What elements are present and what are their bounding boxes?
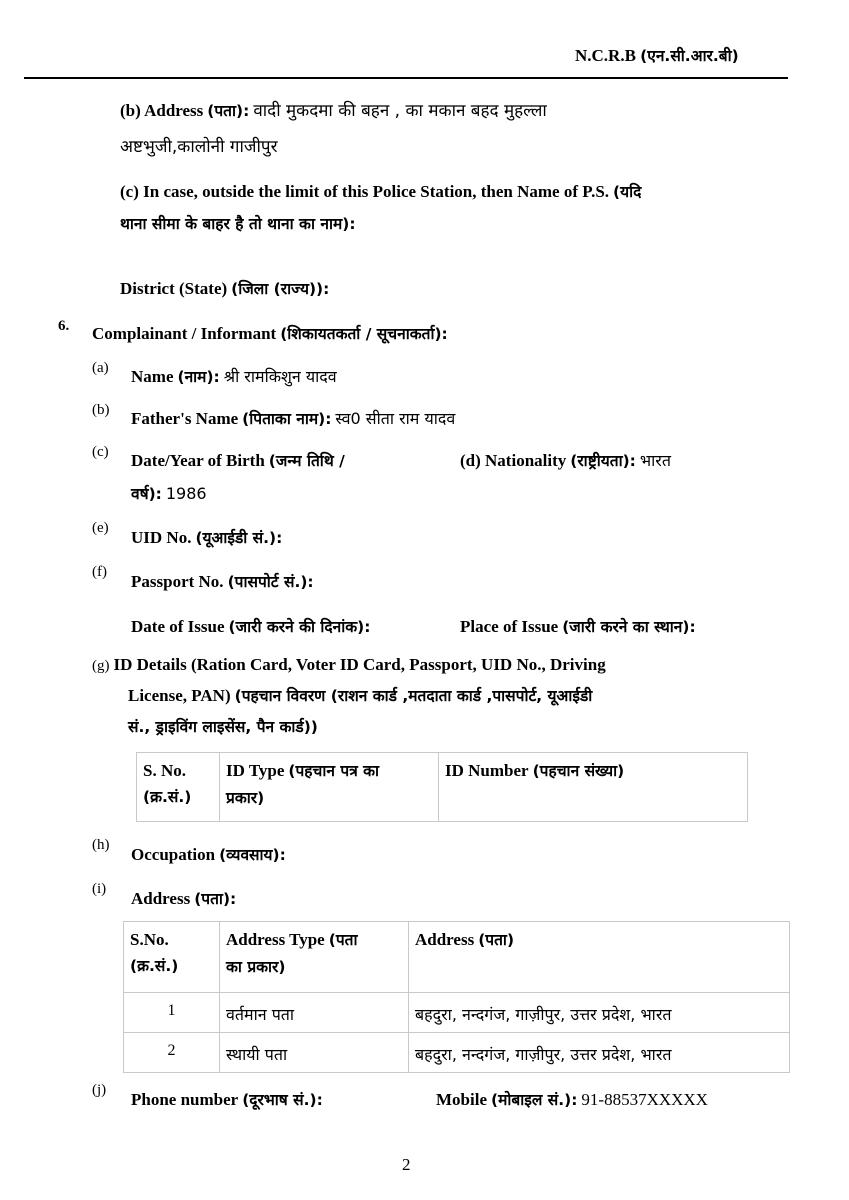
header-rule	[24, 77, 788, 79]
section-number: 6.	[58, 318, 70, 334]
mobile-field	[436, 1088, 708, 1110]
col-id-number-label-hi: (पहचान संख्या)	[532, 762, 625, 780]
issue-place-field	[460, 615, 696, 637]
complainant-address-label: Address	[131, 889, 191, 908]
address-field	[120, 98, 547, 121]
nationality-label-hi: (राष्ट्रीयता):	[570, 452, 636, 470]
outside-ps-label-hi-line2: थाना सीमा के बाहर है तो थाना का नाम):	[120, 215, 356, 233]
header-cell-address	[409, 922, 790, 993]
address-label: (b) Address	[120, 101, 204, 120]
col-address-label-hi: (पता)	[478, 931, 515, 949]
header-org-en: N.C.R.B	[575, 46, 636, 65]
header-cell-address-type	[220, 922, 409, 993]
header-cell-id-number	[439, 753, 748, 822]
row-address-type: वर्तमान पता	[220, 993, 409, 1033]
col-sno-label-hi: (क्र.सं.)	[130, 957, 179, 975]
id-details-label-hi: (पहचान विवरण (राशन कार्ड ,मतदाता कार्ड ,पासपोर्ट, यूआईडी	[234, 687, 593, 705]
complainant-address-field	[131, 887, 236, 909]
id-details-label-hi-line3: सं., ड्राइविंग लाइसेंस, पैन कार्ड))	[128, 718, 318, 736]
address-label-hi: (पता):	[207, 102, 250, 120]
item-letter-h: (h)	[92, 837, 110, 853]
section-title	[92, 322, 448, 344]
name-value: श्री रामकिशुन यादव	[223, 367, 337, 386]
col-id-number-label: ID Number	[445, 761, 529, 780]
uid-field	[131, 526, 282, 548]
header-org-hi: (एन.सी.आर.बी)	[640, 47, 739, 65]
issue-place-label-hi: (जारी करने का स्थान):	[562, 618, 696, 636]
item-letter-c: (c)	[92, 444, 109, 460]
dob-label-hi: (जन्म तिथि /	[268, 452, 345, 470]
name-field	[131, 365, 337, 387]
id-details-label: ID Details (Ration Card, Voter ID Card, Passport, UID No., Driving	[113, 655, 606, 674]
dob-label: Date/Year of Birth	[131, 451, 265, 470]
id-details-label-line2: License, PAN)	[128, 686, 231, 705]
issue-place-label: Place of Issue	[460, 617, 559, 636]
uid-label-hi: (यूआईडी सं.):	[195, 529, 283, 547]
item-letter-a: (a)	[92, 360, 109, 376]
outside-ps-label: (c) In case, outside the limit of this Police Station, then Name of P.S.	[120, 182, 610, 201]
occupation-field	[131, 843, 286, 865]
id-details-table	[136, 752, 748, 822]
item-letter-e: (e)	[92, 520, 109, 536]
outside-ps-label-hi: (यदि	[613, 183, 642, 201]
passport-label: Passport No.	[131, 572, 224, 591]
section-title-en: Complainant / Informant	[92, 324, 277, 343]
mobile-value: 91-88537XXXXX	[581, 1090, 708, 1109]
col-address-label: Address	[415, 930, 475, 949]
item-letter-j: (j)	[92, 1082, 107, 1098]
father-name-label-hi: (पिताका नाम):	[242, 410, 332, 428]
nationality-label: (d) Nationality	[460, 451, 567, 470]
district-field	[120, 277, 329, 299]
dob-value-line	[131, 482, 207, 504]
col-sno-label: S. No.	[143, 761, 186, 780]
issue-date-label: Date of Issue	[131, 617, 225, 636]
header-cell-sno	[124, 922, 220, 993]
col-sno-label-hi: (क्र.सं.)	[143, 788, 192, 806]
col-id-type-label: ID Type	[226, 761, 285, 780]
father-name-value: स्व0 सीता राम यादव	[335, 409, 456, 428]
issue-date-field	[131, 615, 370, 637]
phone-field	[131, 1088, 323, 1110]
mobile-label: Mobile	[436, 1090, 487, 1109]
id-details-field	[92, 655, 606, 675]
row-address: बहदुरा, नन्दगंज, गाज़ीपुर, उत्तर प्रदेश, भारत	[409, 1033, 790, 1073]
row-sno: 2	[124, 1033, 220, 1073]
passport-label-hi: (पासपोर्ट सं.):	[227, 573, 314, 591]
mobile-label-hi: (मोबाइल सं.):	[491, 1091, 578, 1109]
table-row	[124, 993, 790, 1033]
row-address: बहदुरा, नन्दगंज, गाज़ीपुर, उत्तर प्रदेश, भारत	[409, 993, 790, 1033]
father-name-label: Father's Name	[131, 409, 239, 428]
table-row	[124, 1033, 790, 1073]
nationality-value: भारत	[639, 451, 671, 470]
outside-ps-field	[120, 180, 641, 202]
col-address-type-label-hi-line2: का प्रकार)	[226, 958, 286, 976]
dob-field	[131, 449, 345, 471]
nationality-field	[460, 449, 671, 471]
address-value: वादी मुकदमा की बहन , का मकान बहद मुहल्ला	[253, 101, 547, 121]
phone-label: Phone number	[131, 1090, 239, 1109]
section-title-hi: (शिकायतकर्ता / सूचनाकर्ता):	[280, 325, 448, 343]
occupation-label: Occupation	[131, 845, 216, 864]
col-sno-label: S.No.	[130, 930, 169, 949]
father-name-field	[131, 407, 455, 429]
phone-label-hi: (दूरभाष सं.):	[242, 1091, 323, 1109]
occupation-label-hi: (व्यवसाय):	[219, 846, 286, 864]
passport-field	[131, 570, 314, 592]
item-letter-b: (b)	[92, 402, 110, 418]
header-cell-sno	[137, 753, 220, 822]
table-header-row	[137, 753, 748, 822]
item-letter-g: (g)	[92, 658, 110, 674]
name-label: Name	[131, 367, 174, 386]
name-label-hi: (नाम):	[177, 368, 220, 386]
district-label-hi: (जिला (राज्य)):	[231, 280, 330, 298]
issue-date-label-hi: (जारी करने की दिनांक):	[228, 618, 371, 636]
page-number: 2	[402, 1155, 411, 1174]
col-address-type-label-hi: (पता	[328, 931, 358, 949]
address-table	[123, 921, 790, 1073]
row-sno: 1	[124, 993, 220, 1033]
district-label: District (State)	[120, 279, 228, 298]
row-address-type: स्थायी पता	[220, 1033, 409, 1073]
address-value-line2: अष्टभुजी,कालोनी गाजीपुर	[120, 137, 278, 157]
col-id-type-label-hi-line2: प्रकार)	[226, 789, 265, 807]
uid-label: UID No.	[131, 528, 192, 547]
table-header-row	[124, 922, 790, 993]
header-cell-id-type	[220, 753, 439, 822]
item-letter-f: (f)	[92, 564, 107, 580]
dob-value: 1986	[165, 484, 207, 503]
col-address-type-label: Address Type	[226, 930, 325, 949]
item-letter-i: (i)	[92, 881, 107, 897]
dob-label-hi-line2: वर्ष):	[131, 485, 162, 503]
header-org	[575, 44, 739, 66]
complainant-address-label-hi: (पता):	[194, 890, 237, 908]
col-id-type-label-hi: (पहचान पत्र का	[288, 762, 380, 780]
id-details-line2	[128, 684, 592, 706]
